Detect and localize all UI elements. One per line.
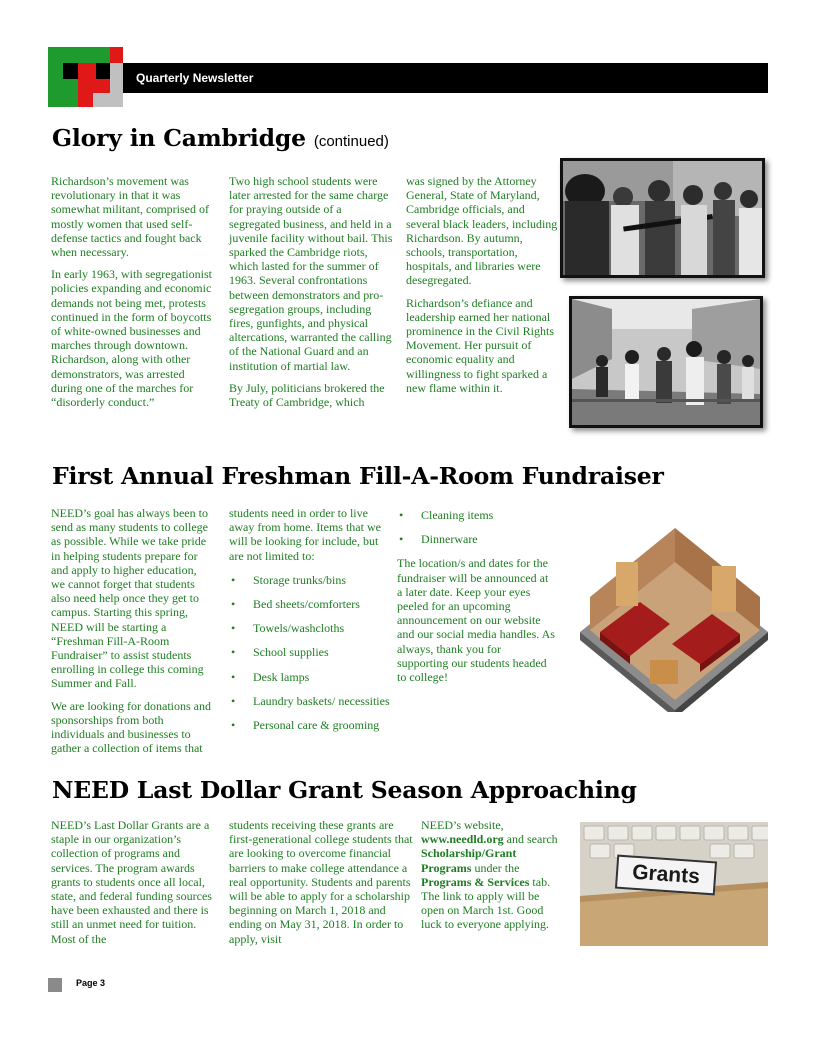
glory-column-3 [406,174,558,395]
paragraph: Two high school students were later arrested for the same charge for praying outside of a segregated business, and held in a juvenile facility without bail. This sparked the Cambridge riots, which lasted for the summer of 1963. Several confrontations between demonstrators and pro-segregation groups, including fires, gunfights, and physical altercations, warranted the calling of the National Guard and an institution of martial law. [229,174,393,373]
glory-column-1 [51,174,213,409]
footer-square [48,978,62,992]
paragraph: In early 1963, with segregationist policies expanding and economic demands not being met, protests continued in the form of boycotts of white-owned businesses and marches through downtown. Richardson, along with other demonstrators, was arrested during one of the marches for “disorderly conduct.” [51,267,212,410]
paragraph: By July, politicians brokered the Treaty of Cambridge, which [229,380,385,410]
protest-confrontation-photo [560,158,765,278]
list-item: • Cleaning items [397,508,555,522]
text-span: NEED’s website, [421,818,504,832]
grants-tab-label: Grants [615,855,717,896]
website-link[interactable]: www.needld.org [421,832,504,847]
grant-column-1 [51,818,215,946]
paragraph: was signed by the Attorney General, State of Maryland, Cambridge officials, and several black leaders, including Richardson. By autumn, schools, transportation, hospitals, and libraries were desegregated. [406,174,558,288]
dorm-room-illustration [580,522,770,712]
text-span: and search [503,832,558,847]
donation-items-list-continued [397,508,555,546]
paragraph: NEED’s Last Dollar Grants are a staple in our organization’s collection of programs and services. The program awards grants to students once all local, state, and federal funding sources have been exhausted and there is still an unmet need for tuition. Most of the [51,818,212,946]
section-heading-fundraiser: First Annual Freshman Fill-A-Room Fundraiser [52,462,664,490]
list-item: • Laundry baskets/ necessities [229,694,393,708]
continued-label: (continued) [313,133,389,150]
paragraph: students need in order to live away from home. Items that we will be looking for include, but are not limited to: [229,506,381,563]
paragraph: NEED’s goal has always been to send as many students to college as possible. While we take pride in helping students prepare for and apply to higher education, we cannot forget that students also need help once they get to campus. Starting this spring, NEED will be starting a “Freshman Fill-A-Room Fundraiser” to assist students enrolling in college this coming Summer and Fall. [51,506,208,691]
text-span: tab. The link to apply will be open on March 1st. Good luck to everyone applying. [421,874,551,932]
list-item: • Towels/washcloths [229,621,393,635]
programs-services-label: Programs & Services [421,874,530,889]
paragraph: Richardson’s movement was revolutionary in that it was somewhat militant, comprised of mostly women that used self-defense tactics and fought back when necessary. [51,174,209,260]
street-march-photo [569,296,763,428]
paragraph: We are looking for donations and sponsorships from both individuals and businesses to gather a collection of items that [51,698,211,756]
fundraiser-column-1 [51,506,213,755]
list-item: • Desk lamps [229,670,393,684]
newsletter-title: Quarterly Newsletter [136,71,254,85]
grants-folder-photo [580,822,768,946]
paragraph: Richardson’s defiance and leadership earned her national prominence in the Civil Rights Movement. Her pursuit of economic equality and willingness to fight sparked a new flame within it. [406,295,554,395]
text-span: under the [471,860,520,875]
list-item: • Bed sheets/comforters [229,597,393,611]
fundraiser-column-3 [397,508,555,684]
paragraph: The location/s and dates for the fundraiser will be announced at a later date. Keep your eyes peeled for an upcoming announcement on our website and our social media handles. As always, thank you for supporting our students headed to college! [397,556,555,685]
grant-column-3 [421,818,559,932]
scholarship-programs-label: Scholarship/Grant Programs [421,846,517,875]
list-item: • School supplies [229,645,393,659]
paragraph [421,818,559,932]
section-heading-grant: NEED Last Dollar Grant Season Approaching [52,776,637,804]
section-heading-glory [52,124,389,152]
grant-column-2 [229,818,415,946]
fundraiser-column-2 [229,506,393,742]
newsletter-logo-mosaic [48,47,123,107]
paragraph: students receiving these grants are first-generational college students that are looking to overcome financial barriers to make college attendance a real opportunity. Students and parents will be able to apply for a scholarship beginning on March 1, 2018 and ending on May 31, 2018. In order to apply, visit [229,818,413,946]
list-item: • Dinnerware [397,532,555,546]
list-item: • Personal care & grooming [229,718,393,732]
glory-column-2 [229,174,393,409]
march-photo-art [572,299,760,425]
glory-title: Glory in Cambridge [52,124,306,152]
protest-photo-art [563,161,762,275]
page-number: Page 3 [76,978,106,988]
list-item: • Storage trunks/bins [229,573,393,587]
donation-items-list [229,573,393,732]
